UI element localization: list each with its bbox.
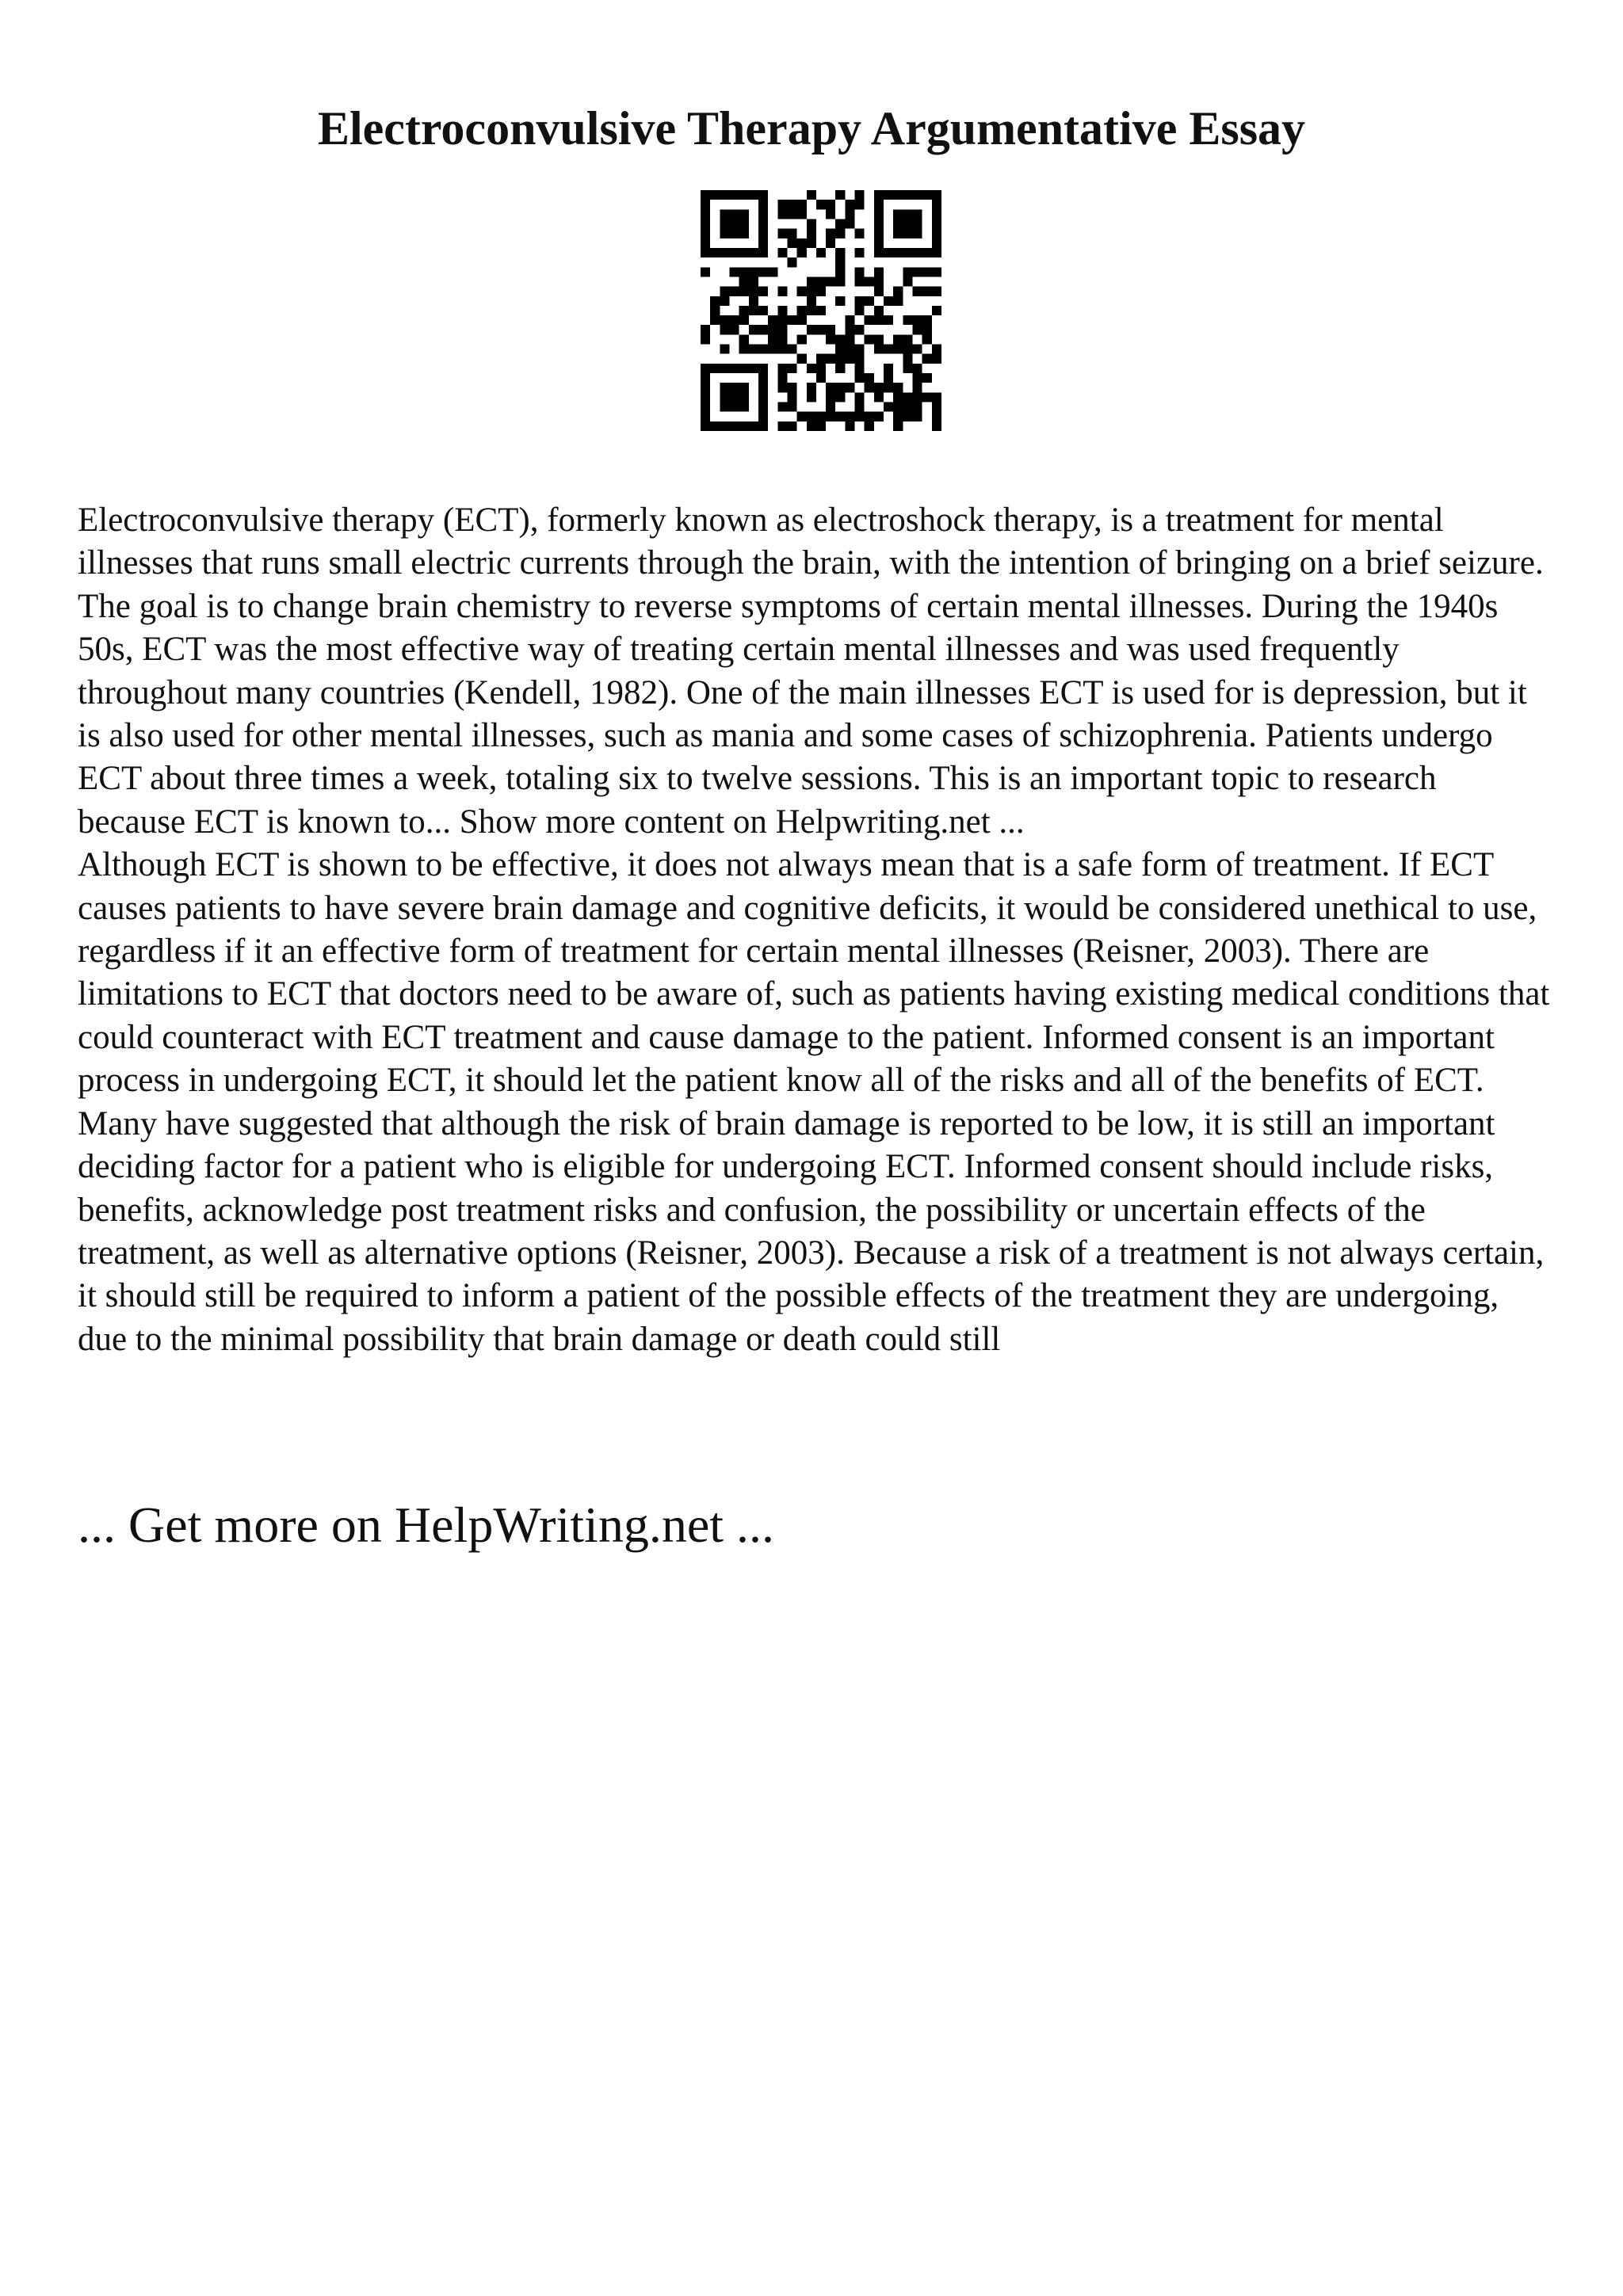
essay-paragraph-1: Electroconvulsive therapy (ECT), formerly known as electroshock therapy, is a treatment for mental illnesses that runs small electric currents through the brain, with the intention of bringing on a brief seizure. The goal is to change brain chemistry to reverse symptoms of certain mental illnesses. During the 1940s 50s, ECT was the most effective way of treating certain mental illnesses and was used frequently throughout many countries (Kendell, 1982). One of the main illnesses ECT is used for is depression, but it is also used for other mental illnesses, such as mania and some cases of schizophrenia. Patients undergo ECT about three times a week, totaling six to twelve sessions. This is an important topic to research because ECT is known to... Show more content on Helpwriting.net ... bbox=[78, 502, 1544, 841]
essay-body bbox=[78, 499, 1552, 1361]
essay-paragraph-2: Although ECT is shown to be effective, it does not always mean that is a safe form of treatment. If ECT causes patients to have severe brain damage and cognitive deficits, it would be considered unethical to use, regardless if it an effective form of treatment for certain mental illnesses (Reisner, 2003). There are limitations to ECT that doctors need to be aware of, such as patients having existing medical conditions that could counteract with ECT treatment and cause damage to the patient. Informed consent is an important process in undergoing ECT, it should let the patient know all of the risks and all of the benefits of ECT. Many have suggested that although the risk of brain damage is reported to be low, it is still an important deciding factor for a patient who is eligible for undergoing ECT. Informed consent should include risks, benefits, acknowledge post treatment risks and confusion, the possibility or uncertain effects of the treatment, as well as alternative options (Reisner, 2003). Because a risk of a treatment is not always certain, it should still be required to inform a patient of the possible effects of the treatment they are undergoing, due to the minimal possibility that brain damage or death could still bbox=[78, 846, 1550, 1358]
qr-code-icon bbox=[701, 190, 941, 431]
get-more-link[interactable]: ... Get more on HelpWriting.net ... bbox=[78, 1497, 774, 1553]
page-title: Electroconvulsive Therapy Argumentative Essay bbox=[317, 102, 1306, 154]
